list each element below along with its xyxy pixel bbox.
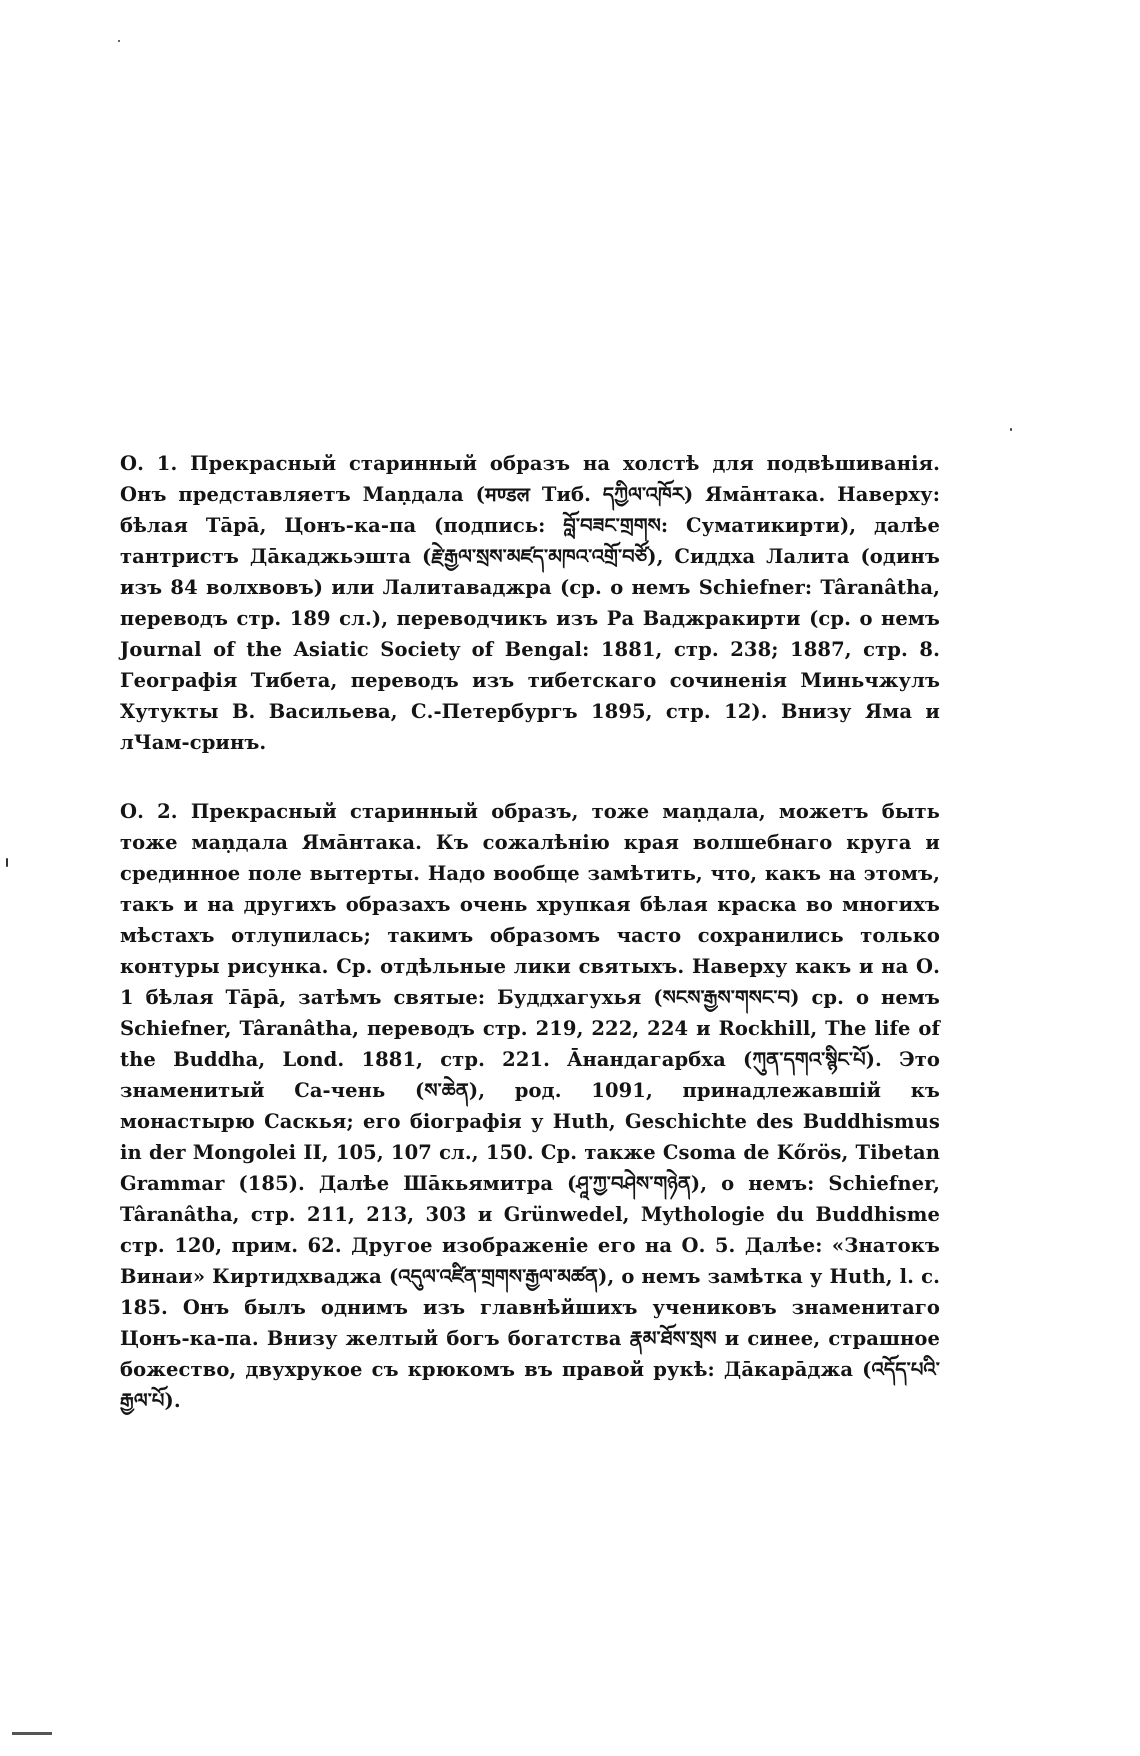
entry-o1: О. 1. Прекрасный старинный образъ на холстѣ для подвѣшиванія. Онъ представляетъ Маṇдала (मण्डल Тиб. དཀྱིལ་འཁོར) Ямāнтака. Наверху: бѣлая Тāрā, Цонъ-ка-па (подпись: བློ་བཟང་གྲགས: Суматикирти), далѣе тантристъ Дāкаджьэшта (རྗེ་རྒྱལ་སྲས་མཛད་མཁའ་འགྲོ་བཙོ), Сиддха Лалита (одинъ изъ 84 волхвовъ) или Лалитаваджра (ср. о немъ Schiefner: Târanâtha, переводъ стр. 189 сл.), переводчикъ изъ Ра Ваджракирти (ср. о немъ Journal of the Asiatic Society of Bengal: 1881, стр. 238; 1887, стр. 8. Географія Тибета, переводъ изъ тибетскаго сочиненія Миньчжулъ Хутукты В. Васильева, С.-Петербургъ 1895, стр. 12). Внизу Яма и лЧам-сринъ. [120, 452, 940, 754]
scan-speck [118, 40, 120, 42]
scan-speck [6, 858, 8, 867]
entry-o2: О. 2. Прекрасный старинный образъ, тоже маṇдала, можетъ быть тоже маṇдала Ямāнтака. Къ сожалѣнію края волшебнаго круга и срединное поле вытерты. Надо вообще замѣтить, что, какъ на этомъ, такъ и на другихъ образахъ очень хрупкая бѣлая краска во многихъ мѣстахъ отлупилась; такимъ образомъ часто сохранились только контуры рисунка. Ср. отдѣльные лики святыхъ. Наверху какъ и на О. 1 бѣлая Тāрā, затѣмъ святые: Буддхагухья (སངས་རྒྱས་གསང་བ) ср. о немъ Schiefner, Târanâtha, переводъ стр. 219, 222, 224 и Rockhill, The life of the Buddha, Lond. 1881, стр. 221. Āнандагарбха (ཀུན་དགའ་སྙིང་པོ). Это знаменитый Са-чень (ས་ཆེན), род. 1091, принадлежавшій къ монастырю Саскья; его біографія у Huth, Geschichte des Buddhismus in der Mongolei II, 105, 107 сл., 150. Ср. также Csoma de Kőrös, Tibetan Grammar (185). Далѣе Шāкьямитра (ཤཱ་ཀྱ་བཤེས་གཉེན), о немъ: Schiefner, Târanâtha, стр. 211, 213, 303 и Grünwedel, Mythologie du Buddhisme стр. 120, прим. 62. Другое изображеніе его на О. 5. Далѣе: «Знатокъ Винаи» Киртидхваджа (འདུལ་འཛིན་གྲགས་རྒྱལ་མཚན), о немъ замѣтка у Huth, l. c. 185. Онъ былъ однимъ изъ главнѣйшихъ учениковъ знаменитаго Цонъ-ка-па. Внизу желтый богъ богатства རྣམ་ཐོས་སྲས и синее, страшное божество, двухрукое съ крюкомъ въ правой рукѣ: Дāкарāджа (འདོད་པའི་རྒྱལ་པོ). [120, 800, 940, 1412]
scan-speck [1010, 428, 1012, 431]
text-column [120, 448, 940, 1416]
scan-edge-mark [12, 1732, 52, 1735]
